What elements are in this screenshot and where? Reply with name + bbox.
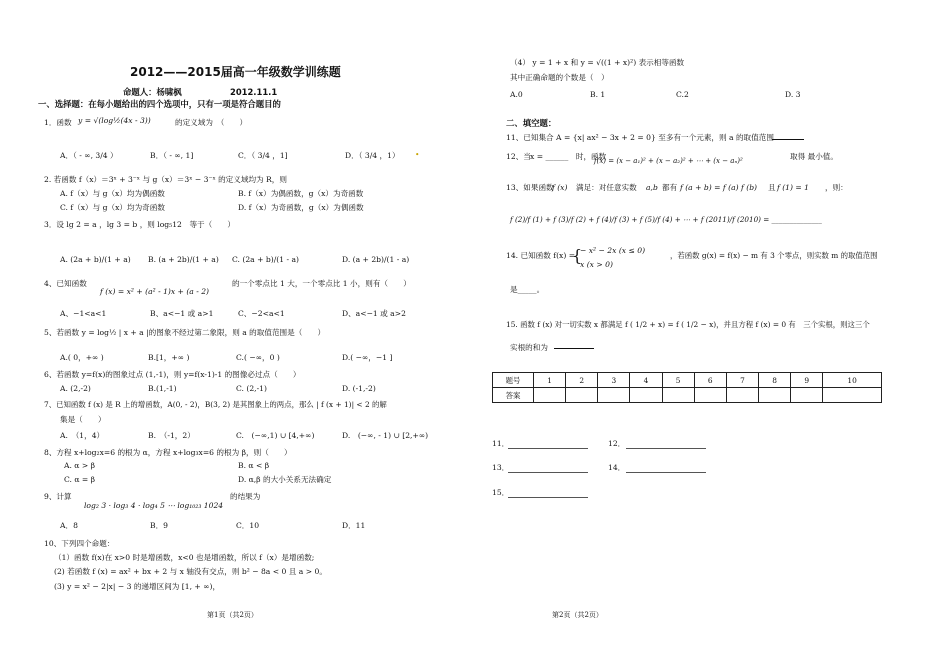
q8-option-c: C. α = β — [64, 475, 96, 484]
q7-option-c: C. (−∞,1) ∪ [4,+∞) — [236, 431, 315, 440]
q10-option-a: A.0 — [510, 90, 523, 99]
q9-formula: log₂ 3 · log₃ 4 · log₄ 5 ⋯ log₁₀₂₃ 1024 — [84, 501, 224, 510]
answer-line-15[interactable] — [508, 497, 588, 498]
q3-option-d: D. (a + 2b)/(1 - a) — [342, 255, 410, 264]
q5-option-d: D.( −∞，−1 ] — [342, 353, 393, 362]
q10-stem: 10、下列四个命题： — [44, 539, 115, 548]
answer-cell[interactable] — [823, 388, 882, 403]
answer-table-number: 4 — [630, 373, 662, 388]
q12-mid: x = ______ 时，函数 — [530, 152, 607, 161]
q5-option-c: C.( −∞，0 ) — [236, 353, 280, 362]
q13-vars: a,b — [646, 183, 658, 192]
answer-cell[interactable] — [630, 388, 662, 403]
q15-line-1: 15. 函数 f (x) 对一切实数 x 都满足 f ( 1/2 + x) = f ( 1/2 − x)，并且方程 f (x) = 0 有 三个实根，则这三个 — [506, 320, 870, 329]
answer-table-number: 6 — [694, 373, 726, 388]
answer-table-header-label: 题号 — [493, 373, 534, 388]
q9-option-c: C．10 — [236, 521, 260, 530]
mark-dot-icon: • — [415, 150, 420, 159]
answer-table-number: 2 — [566, 373, 598, 388]
answer-line-12[interactable] — [626, 448, 706, 449]
q4-option-d: D、a<−1 或 a>2 — [342, 309, 406, 318]
q10-item-3: (3) y = x² − 2|x| − 3 的递增区间为 [1, + ∞)， — [54, 582, 221, 591]
q13-mid: 满足：对任意实数 — [576, 183, 637, 192]
answer-table — [492, 372, 882, 403]
page-2 — [470, 0, 950, 658]
q10-option-c: C.2 — [676, 90, 689, 99]
answer-table-header-row — [493, 373, 882, 388]
page-1 — [0, 0, 470, 658]
q14-post: ，若函数 g(x) = f(x) − m 有 3 个零点，则实数 m 的取值范围 — [670, 251, 878, 260]
q4-option-c: C、−2<a<1 — [238, 309, 285, 318]
q4-option-a: A、−1<a<1 — [60, 309, 107, 318]
answer-table-number: 7 — [726, 373, 758, 388]
answer-table-answer-label: 答案 — [493, 388, 534, 403]
answer-table-answer-row — [493, 388, 882, 403]
q2-option-b: B. f（x）为偶函数，g（x）为奇函数 — [238, 189, 364, 198]
answer-line-14[interactable] — [626, 472, 706, 473]
q1-option-b: B．（ - ∞, 1] — [150, 151, 194, 160]
q8-option-a: A. α > β — [64, 461, 96, 470]
q14-pre: 14. 已知函数 f(x) = — [506, 251, 576, 260]
answer-label-12: 12． — [608, 439, 626, 448]
section-heading-choice: 一、选择题：在每小题给出的四个选项中，只有一项是符合题目的 — [38, 99, 281, 109]
q15-line-2: 实根的和为 — [510, 343, 548, 352]
page-2-footer: 第2页（共2页） — [552, 611, 603, 619]
q3-option-b: B. (a + 2b)/(1 + a) — [148, 255, 219, 264]
q8-option-d: D. α,β 的大小关系无法确定 — [238, 475, 332, 484]
q9-stem-pre: 9、计算 — [44, 492, 72, 501]
answer-table-number: 1 — [534, 373, 566, 388]
answer-table-number: 3 — [598, 373, 630, 388]
q11-stem: 11、已知集合 A = {x| ax² − 3x + 2 = 0} 至多有一个元素，则 a 的取值范围 — [506, 133, 774, 142]
q3-option-c: C. (2a + b)/(1 - a) — [232, 255, 299, 264]
q1-option-d: D．（ 3/4 ，1） — [345, 151, 400, 160]
answer-table-number: 8 — [758, 373, 790, 388]
q7-option-b: B. （-1，2） — [148, 431, 195, 440]
q14-case-2: x (x > 0) — [580, 260, 613, 269]
q2-option-c: C. f（x）与 g（x）均为奇函数 — [60, 203, 165, 212]
q6-stem: 6、若函数 y=f(x)的图象过点 (1,-1)，则 y=f(x-1)-1 的图像必过点（ ） — [44, 370, 301, 379]
q14-case-1: − x² − 2x (x ≤ 0) — [580, 246, 646, 255]
q8-option-b: B. α < β — [238, 461, 270, 470]
date: 2012.11.1 — [230, 87, 278, 97]
answer-line-13[interactable] — [508, 472, 588, 473]
q3-option-a: A. (2a + b)/(1 + a) — [60, 255, 131, 264]
q9-option-b: B．9 — [150, 521, 169, 530]
q6-option-d: D. (-1,-2) — [342, 384, 376, 393]
q12-pre: 12、当 — [506, 152, 531, 161]
answer-cell[interactable] — [566, 388, 598, 403]
q10-item-1: （1）函数 f(x)在 x>0 时是增函数，x<0 也是增函数，所以 f（x）是增函数; — [54, 553, 315, 562]
q13-cond: f (a + b) = f (a) f (b) — [680, 183, 758, 192]
q2-stem: 2. 若函数 f（x）＝3ˣ + 3⁻ˣ 与 g（x）＝3ˣ − 3⁻ˣ 的定义域均为 R，则 — [44, 175, 287, 184]
q2-option-a: A. f（x）与 g（x）均为偶函数 — [60, 189, 165, 198]
q10-item-4: （4） y = 1 + x 和 y = √((1 + x)²) 表示相等函数 — [510, 58, 685, 67]
q1-option-a: A．（ - ∞, 3/4 ） — [60, 151, 118, 160]
answer-label-13: 13． — [492, 463, 510, 472]
q10-option-b: B. 1 — [590, 90, 606, 99]
q10-option-d: D. 3 — [785, 90, 801, 99]
q6-option-b: B.(1,-1) — [148, 384, 177, 393]
q13-pre: 13、如果函数 — [506, 183, 554, 192]
q10-item-2: (2) 若函数 f (x) = ax² + bx + 2 与 x 轴没有交点，则 b² − 8a < 0 且 a > 0。 — [54, 567, 327, 576]
page-1-footer: 第1页（共2页） — [207, 611, 258, 619]
answer-cell[interactable] — [662, 388, 694, 403]
q13-cond2: f (1) = 1 — [777, 183, 810, 192]
answer-label-15: 15． — [492, 488, 510, 497]
q1-stem-pre: 1．函数 — [44, 118, 72, 127]
author: 命题人：杨啸枫 — [123, 87, 182, 97]
q9-stem-post: 的结果为 — [230, 492, 261, 501]
q13-mid2: 都有 — [662, 183, 678, 192]
q13-post: ，则： — [825, 183, 848, 192]
q13-and: 且 — [768, 183, 776, 192]
answer-line-11[interactable] — [508, 448, 588, 449]
answer-cell[interactable] — [758, 388, 790, 403]
answer-cell[interactable] — [598, 388, 630, 403]
answer-table-number: 9 — [791, 373, 823, 388]
q4-option-b: B、a<−1 或 a>1 — [150, 309, 214, 318]
brace-icon: { — [572, 246, 583, 265]
q13-sum: f (2)/f (1) + f (3)/f (2) + f (4)/f (3) + f (5)/f (4) + ⋯ + f (2011)/f (2010) = ______________ — [510, 215, 822, 224]
q9-option-a: A．8 — [60, 521, 78, 530]
answer-cell[interactable] — [694, 388, 726, 403]
answer-cell[interactable] — [791, 388, 823, 403]
answer-cell[interactable] — [726, 388, 758, 403]
q1-formula: y = √(log½(4x - 3)) — [78, 116, 151, 125]
answer-label-11: 11． — [492, 439, 510, 448]
q11-blank — [772, 139, 804, 140]
doc-title: 2012——2015届高一年级数学训练题 — [130, 65, 341, 79]
q3-stem: 3．设 lg 2 = a ，lg 3 = b ，则 log₅12 等于（ ） — [44, 220, 236, 229]
q6-option-c: C. (2,-1) — [236, 384, 267, 393]
answer-table-number: 10 — [823, 373, 882, 388]
answer-cell[interactable] — [534, 388, 566, 403]
q4-stem-post: 的一个零点比 1 大，一个零点比 1 小，则有（ ） — [232, 279, 411, 288]
q8-stem: 8、方程 x+log₂x=6 的根为 α，方程 x+log₃x=6 的根为 β，则（ ） — [44, 448, 292, 457]
answer-table-number: 5 — [662, 373, 694, 388]
q7-option-d: D. (−∞, - 1) ∪ [2,+∞) — [342, 431, 429, 440]
q14-tail: 是_____。 — [510, 285, 545, 294]
q4-formula: f (x) = x² + (a² - 1)x + (a - 2) — [100, 287, 210, 296]
q5-stem: 5、若函数 y = log½ | x + a |的图象不经过第二象限，则 a 的取值范围是（ ） — [44, 328, 326, 337]
q4-stem-pre: 4、已知函数 — [44, 279, 87, 288]
q15-blank — [554, 348, 594, 349]
q7-option-a: A. （1，4） — [60, 431, 105, 440]
answer-label-14: 14． — [608, 463, 626, 472]
section-heading-fill: 二、填空题： — [506, 118, 557, 128]
q1-stem-post: 的定义域为 （ ） — [175, 118, 248, 127]
q7-stem: 7、已知函数 f (x) 是 R 上的增函数，A(0, - 2)，B(3, 2) 是其图象上的两点，那么 | f (x + 1)| < 2 的解 — [44, 400, 387, 409]
q10-question: 其中正确命题的个数是（ ） — [510, 73, 609, 82]
q12-formula: f(x) = (x − a₁)² + (x − a₂)² + ⋯ + (x − aₙ)² — [594, 157, 743, 165]
q6-option-a: A. (2,-2) — [60, 384, 91, 393]
q5-option-b: B.[1，+∞ ) — [148, 353, 190, 362]
q12-post: 取得 最小值。 — [790, 152, 838, 161]
q7-stem-2: 集是（ ） — [60, 415, 106, 424]
q2-option-d: D. f（x）为奇函数，g（x）为偶函数 — [238, 203, 364, 212]
q1-option-c: C．（ 3/4 ，1] — [238, 151, 288, 160]
q5-option-a: A.( 0，+∞ ) — [60, 353, 104, 362]
q9-option-d: D．11 — [342, 521, 366, 530]
q13-function-label: f (x) — [552, 183, 568, 192]
